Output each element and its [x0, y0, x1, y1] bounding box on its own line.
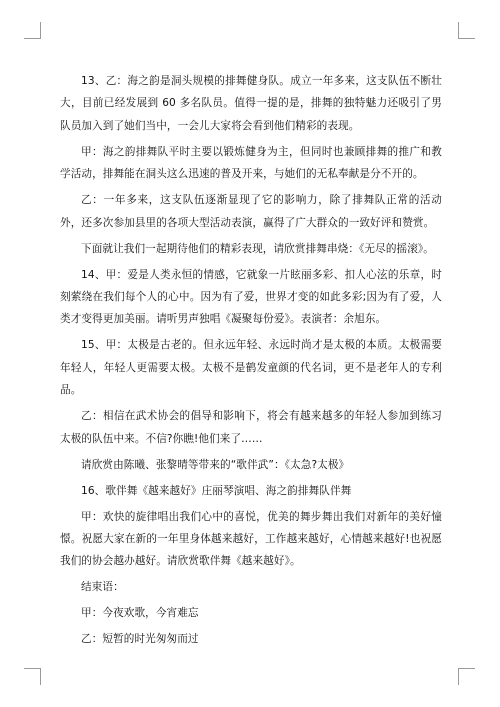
paragraph-closing-yi: 乙：短暂的时光匆匆而过 — [81, 633, 199, 646]
paragraph-closing-jia: 甲：今夜欢歌，今宵难忘 — [81, 607, 199, 620]
crop-mark-top-left — [24, 22, 41, 39]
paragraph-15-taiji: 15、甲：太极是古老的。但永远年轻、永远时尚才是太极的本质。太极需要年轻人，年轻人更需要太极。太极不是鹤发童颜的代名词，更不是老年人的专利品。 — [60, 339, 442, 397]
paragraph-invite-dance: 下面就让我们一起期待他们的精彩表现，请欣赏排舞串烧：《无尽的摇滚》。 — [81, 242, 434, 255]
paragraph-13-intro: 13、乙：海之韵是洞头规模的排舞健身队。成立一年多来，这支队伍不断壮大，目前已经发展到 60 多名队员。值得一提的是，排舞的独特魅力还吸引了男队员加入到了她们当中，一会儿大家将会看到他们精彩的表现。 — [60, 75, 442, 132]
paragraph-yi-taiji: 乙：相信在武术协会的倡导和影响下，将会有越来越多的年轻人参加到练习太极的队伍中来。不信?你瞧!他们来了…… — [60, 410, 442, 445]
paragraph-closing-heading: 结束语： — [81, 581, 124, 594]
paragraph-invite-taiji: 请欣赏由陈曦、张黎晴等带来的“歌伴武”：《太急?太极》 — [81, 458, 350, 471]
paragraph-yi-influence: 乙：一年多来，这支队伍逐渐显现了它的影响力，除了排舞队正常的活动外，还多次参加县里的各项大型活动表演，赢得了广大群众的一致好评和赞赏。 — [60, 194, 442, 229]
paragraph-14-love: 14、甲：爱是人类永恒的情感，它就象一片眩丽多彩、扣人心泫的乐章，时刻萦绕在我们每个人的心中。因为有了爱，世界才变的如此多彩;因为有了爱，人类才变得更加美丽。请听男声独唱《凝聚每份爱》。表演者：余旭东。 — [60, 268, 442, 326]
paragraph-16-song-dance: 16、歌伴舞《越来越好》庄丽琴演唱、海之韵排舞队伴舞 — [81, 484, 352, 497]
paragraph-jia-dance-team: 甲：海之韵排舞队平时主要以锻炼健身为主，但同时也兼顾排舞的推广和教学活动，排舞能在洞头这么迅速的普及开来，与她们的无私奉献是分不开的。 — [60, 145, 442, 181]
crop-mark-bottom-right — [458, 668, 475, 685]
crop-mark-bottom-left — [24, 668, 41, 685]
crop-mark-top-right — [458, 22, 475, 39]
document-body — [60, 70, 442, 654]
paragraph-jia-new-year: 甲：欢快的旋律唱出我们心中的喜悦，优美的舞步舞出我们对新年的美好憧憬。祝愿大家在新的一年里身体越来越好，工作越来越好，心情越来越好!也祝愿我们的协会越办越好。请欣赏歌伴舞《越来越好》。 — [60, 510, 442, 568]
